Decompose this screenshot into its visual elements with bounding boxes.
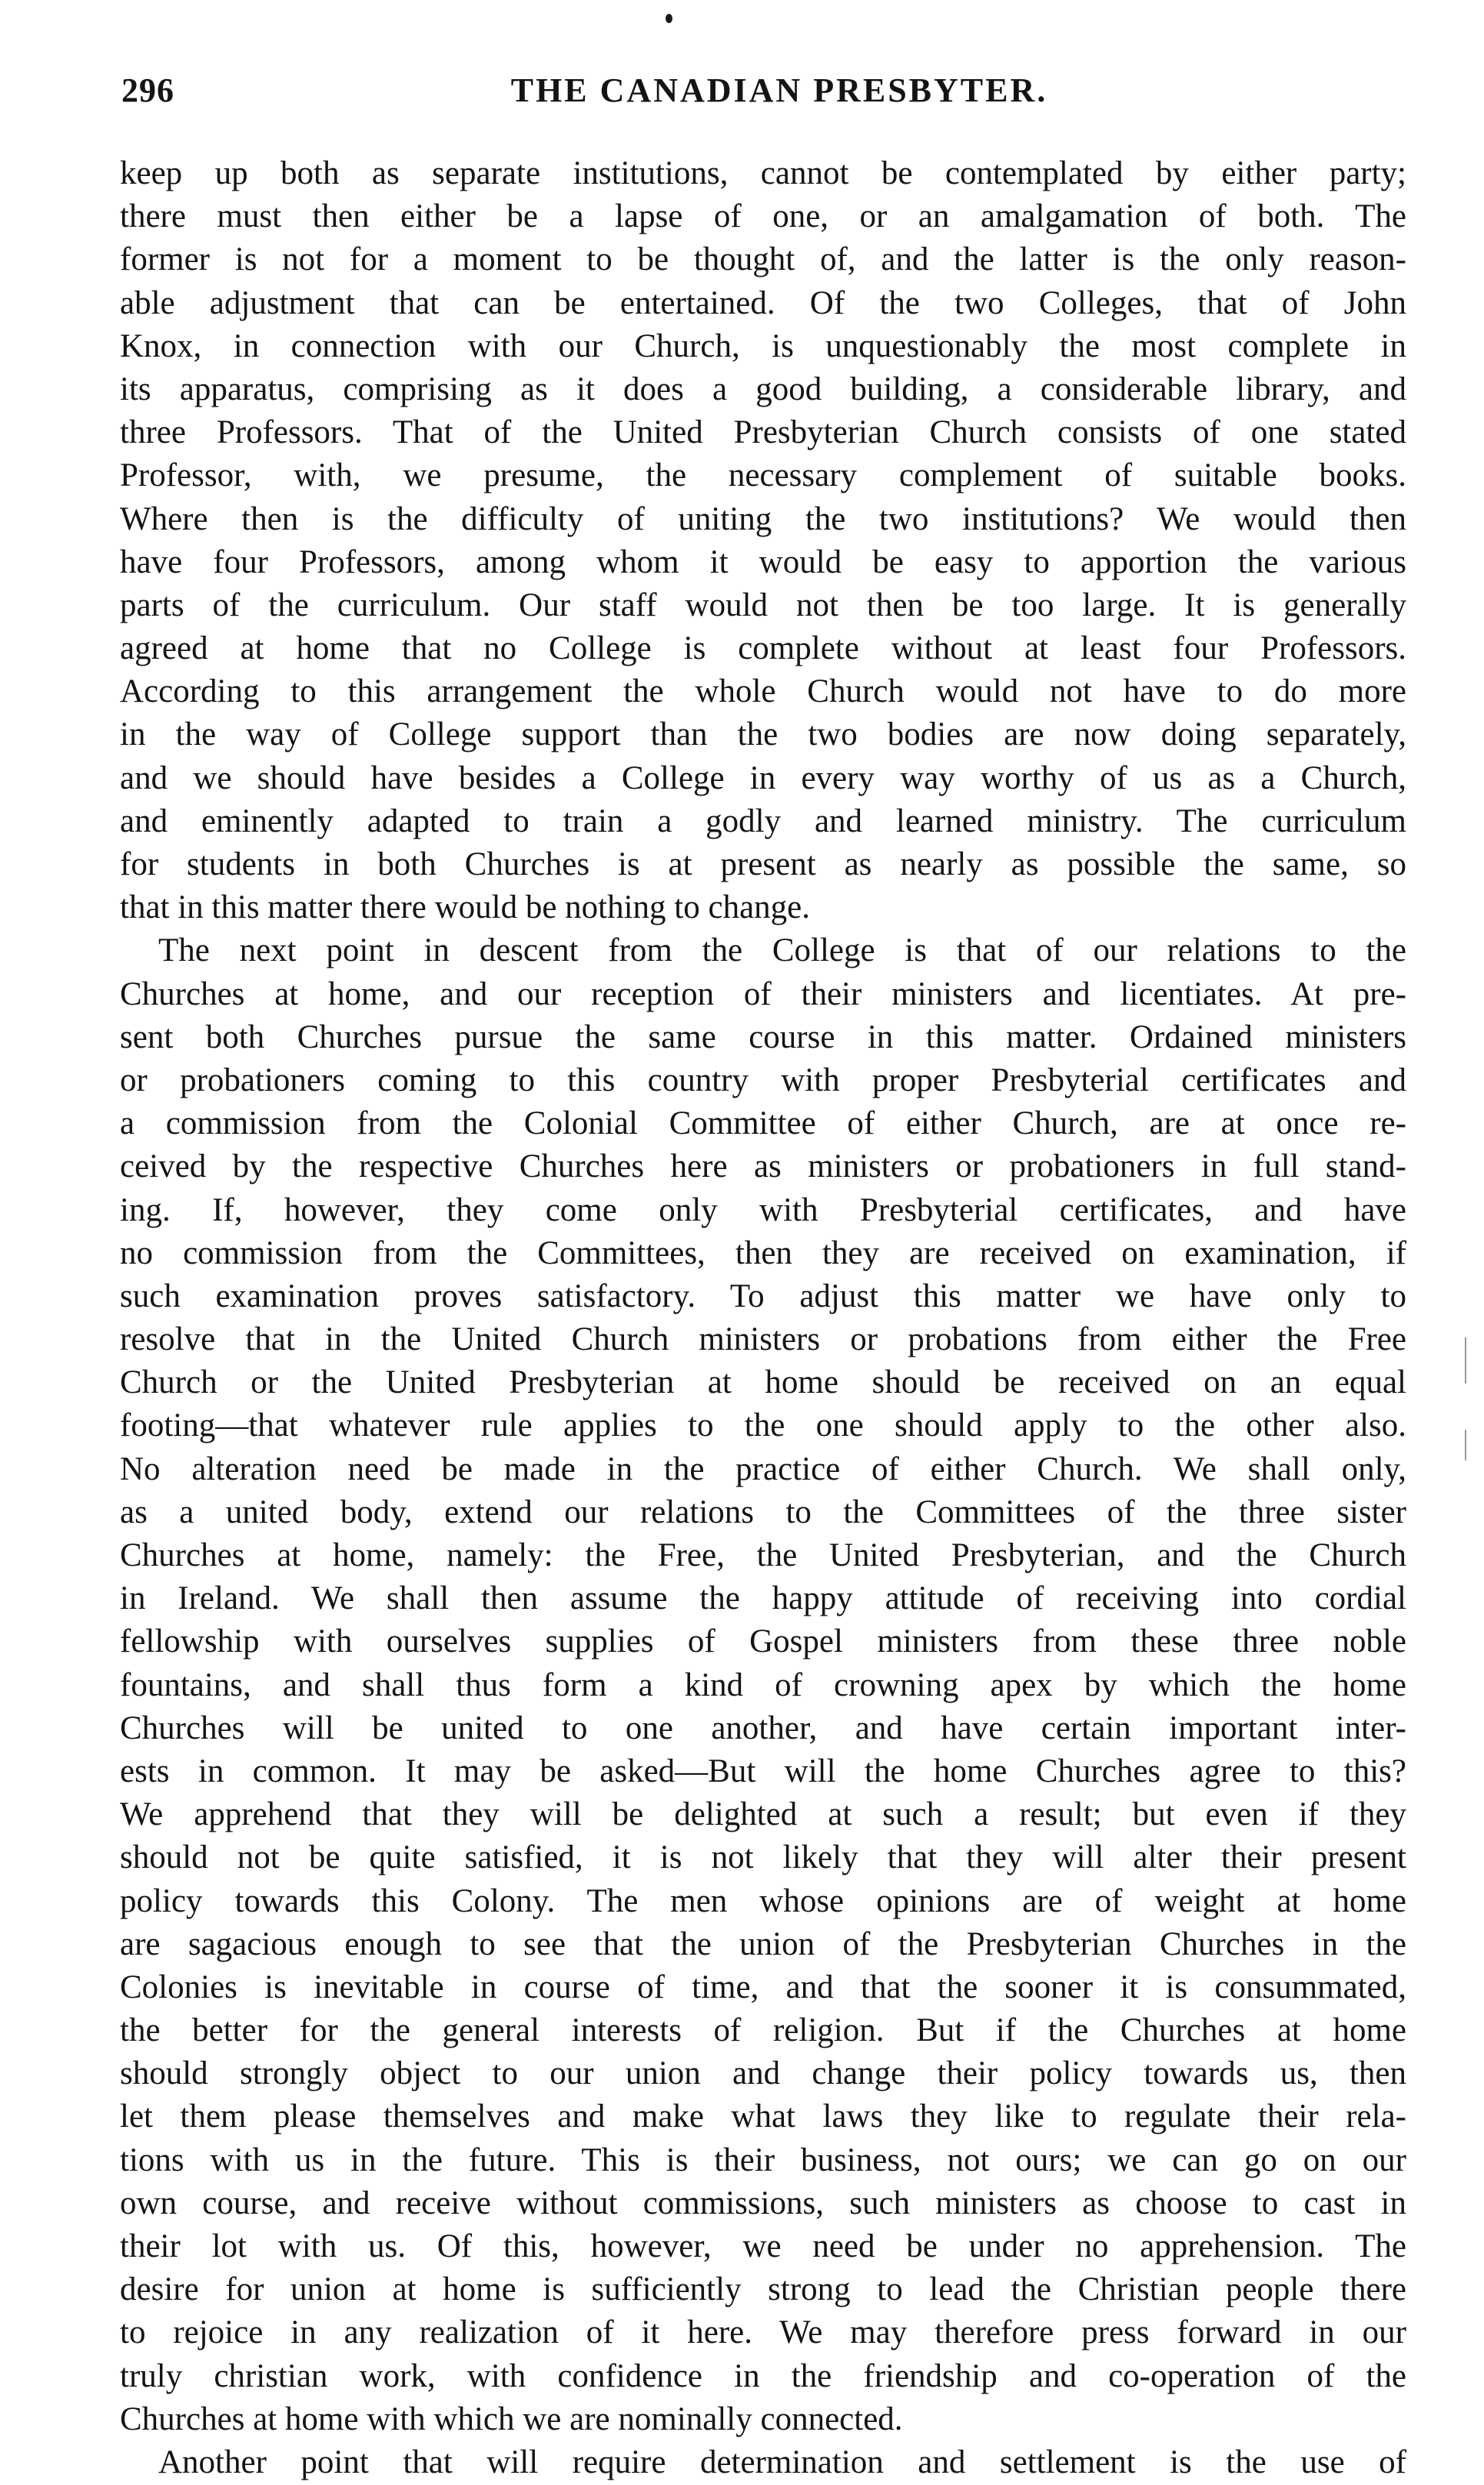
text-line: in the way of College support than the two bodies are now doing separately, (120, 716, 1406, 753)
text-line: truly christian work, with confidence in the friendship and co-operation of the (120, 2357, 1406, 2394)
paragraph-start-line: Another point that will require determination and settlement is the use of (158, 2443, 1406, 2480)
text-line: Where then is the difficulty of uniting the two institutions? We would then (120, 500, 1406, 537)
ink-speck (666, 14, 672, 23)
text-line: footing—that whatever rule applies to the one should apply to the other also. (120, 1407, 1406, 1444)
text-line: desire for union at home is sufficiently strong to lead the Christian people there (120, 2271, 1406, 2308)
paragraph-start-line: The next point in descent from the College is that of our relations to the (158, 932, 1406, 969)
text-line: fountains, and shall thus form a kind of crowning apex by which the home (120, 1666, 1406, 1703)
page-number: 296 (121, 71, 174, 109)
text-line: should not be quite satisfied, it is not likely that they will alter their present (120, 1839, 1406, 1876)
text-line: three Professors. That of the United Presbyterian Church consists of one stated (120, 414, 1406, 451)
paragraph-end-line: that in this matter there would be nothing to change. (120, 889, 811, 926)
running-head (121, 71, 1406, 125)
text-line: We apprehend that they will be delighted at such a result; but even if they (120, 1796, 1406, 1833)
text-line: have four Professors, among whom it would be easy to apportion the various (120, 543, 1406, 580)
text-line: should strongly object to our union and change their policy towards us, then (120, 2055, 1406, 2092)
text-line: able adjustment that can be entertained. Of the two Colleges, that of John (120, 284, 1406, 321)
text-line: tions with us in the future. This is their business, not ours; we can go on our (120, 2141, 1406, 2178)
text-line: parts of the curriculum. Our staff would not then be too large. It is generally (120, 586, 1406, 623)
text-line: and eminently adapted to train a godly and learned ministry. The curriculum (120, 802, 1406, 839)
text-line: keep up both as separate institutions, cannot be contemplated by either party; (120, 155, 1406, 191)
text-line: as a united body, extend our relations to the Committees of the three sister (120, 1493, 1406, 1530)
text-line: Churches at home, and our reception of their ministers and licentiates. At pre- (120, 975, 1406, 1012)
text-line: Church or the United Presbyterian at home should be received on an equal (120, 1364, 1406, 1401)
text-line: own course, and receive without commissions, such ministers as choose to cast in (120, 2184, 1406, 2221)
text-line: their lot with us. Of this, however, we need be under no apprehension. The (120, 2228, 1406, 2264)
article-text (120, 152, 1406, 2484)
text-line: the better for the general interests of religion. But if the Churches at home (120, 2012, 1406, 2049)
text-line: no commission from the Committees, then they are received on examination, if (120, 1234, 1406, 1271)
text-line: resolve that in the United Church ministers or probations from either the Free (120, 1321, 1406, 1358)
text-line: or probationers coming to this country with proper Presbyterial certificates and (120, 1061, 1406, 1098)
text-line: are sagacious enough to see that the union of the Presbyterian Churches in the (120, 1925, 1406, 1962)
text-line: ing. If, however, they come only with Presbyterial certificates, and have (120, 1191, 1406, 1228)
text-line: to rejoice in any realization of it here. We may therefore press forward in our (120, 2314, 1406, 2351)
text-line: its apparatus, comprising as it does a good building, a considerable library, and (120, 370, 1406, 407)
margin-scan-mark (1465, 1430, 1466, 1460)
text-line: Colonies is inevitable in course of time, and that the sooner it is consummated, (120, 1968, 1406, 2005)
text-line: there must then either be a lapse of one, or an amalgamation of both. The (120, 198, 1406, 235)
journal-title: THE CANADIAN PRESBYTER. (510, 71, 1048, 109)
text-line: policy towards this Colony. The men whose opinions are of weight at home (120, 1882, 1406, 1919)
text-line: According to this arrangement the whole Church would not have to do more (120, 673, 1406, 710)
text-line: sent both Churches pursue the same course in this matter. Ordained ministers (120, 1018, 1406, 1055)
text-line: Churches at home, namely: the Free, the United Presbyterian, and the Church (120, 1537, 1406, 1573)
text-line: agreed at home that no College is complete without at least four Professors. (120, 630, 1406, 667)
text-line: let them please themselves and make what laws they like to regulate their rela- (120, 2098, 1406, 2135)
paragraph-end-line: Churches at home with which we are nominally connected. (120, 2400, 903, 2437)
text-line: Knox, in connection with our Church, is unquestionably the most complete in (120, 327, 1406, 364)
text-line: for students in both Churches is at present as nearly as possible the same, so (120, 846, 1406, 882)
text-line: fellowship with ourselves supplies of Gospel ministers from these three noble (120, 1623, 1406, 1660)
text-line: such examination proves satisfactory. To adjust this matter we have only to (120, 1277, 1406, 1314)
text-line: Churches will be united to one another, and have certain important inter- (120, 1709, 1406, 1746)
text-line: and we should have besides a College in every way worthy of us as a Church, (120, 759, 1406, 796)
text-line: ests in common. It may be asked—But will the home Churches agree to this? (120, 1752, 1406, 1789)
text-line: Professor, with, we presume, the necessary complement of suitable books. (120, 457, 1406, 494)
text-line: ceived by the respective Churches here as ministers or probationers in full stand- (120, 1148, 1406, 1185)
text-line: in Ireland. We shall then assume the happy attitude of receiving into cordial (120, 1580, 1406, 1617)
text-line: No alteration need be made in the practice of either Church. We shall only, (120, 1450, 1406, 1487)
text-line: former is not for a moment to be thought of, and the latter is the only reason- (120, 241, 1406, 278)
text-line: a commission from the Colonial Committee of either Church, are at once re- (120, 1105, 1406, 1142)
margin-scan-mark (1465, 1337, 1466, 1384)
